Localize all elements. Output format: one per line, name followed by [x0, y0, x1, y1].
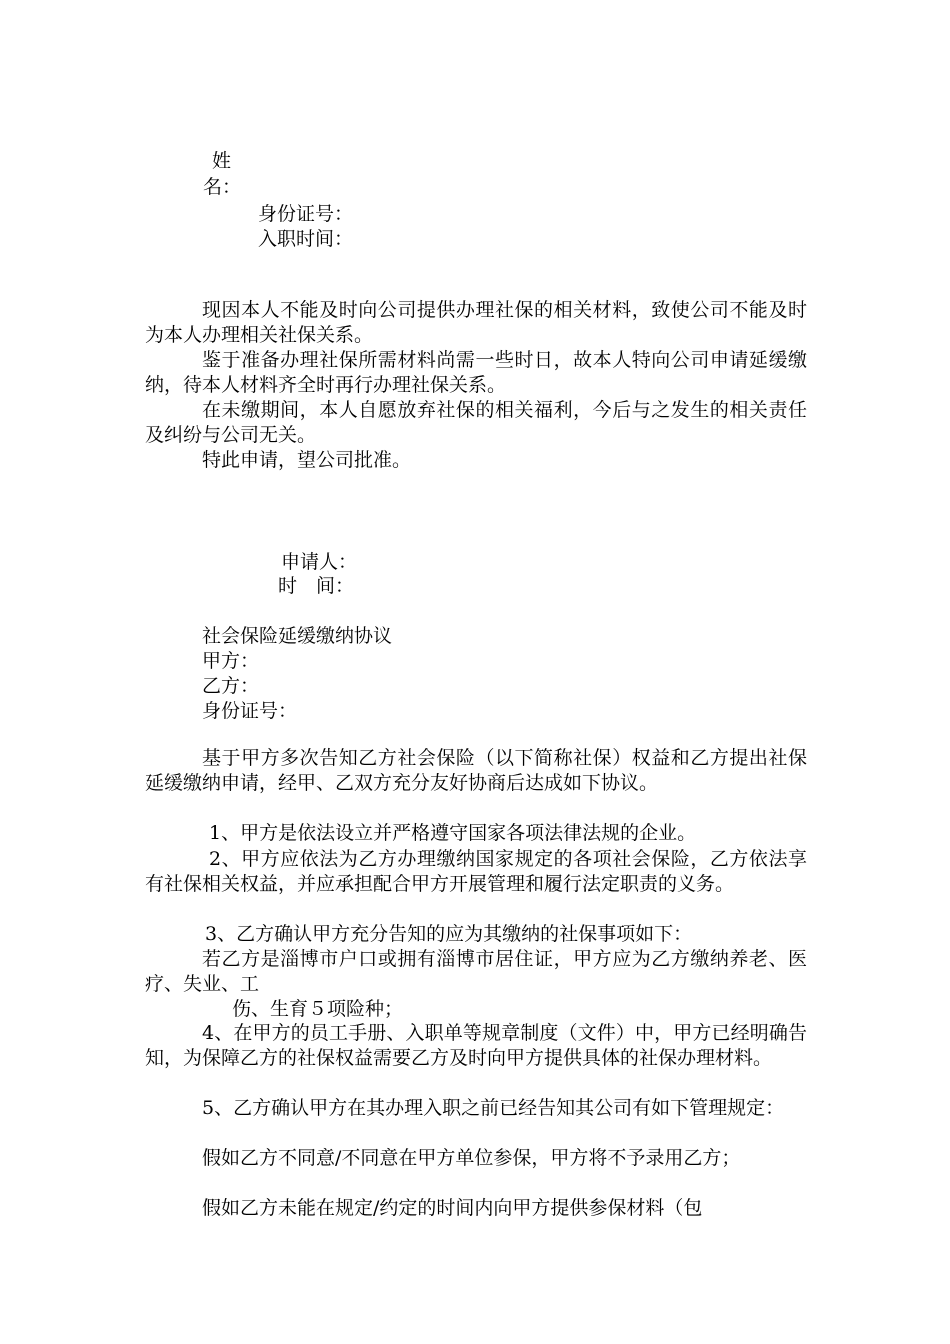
application-paragraph: 现因本人不能及时向公司提供办理社保的相关材料，致使公司不能及时为本人办理相关社保关系。 [145, 299, 807, 346]
agreement-id-number-label: 身份证号： [202, 700, 298, 722]
party-a-label: 甲方： [202, 650, 260, 672]
agreement-clause-4: 4、在甲方的员工手册、入职单等规章制度（文件）中，甲方已经明确告知，为保障乙方的社保权益需要乙方及时向甲方提供具体的社保办理材料。 [145, 1022, 807, 1069]
name-label-part2: 名： [203, 176, 242, 198]
id-number-label: 身份证号： [258, 203, 354, 225]
agreement-clause-5: 5、乙方确认甲方在其办理入职之前已经告知其公司有如下管理规定： [202, 1097, 785, 1119]
party-b-label: 乙方： [202, 675, 260, 697]
name-label-part1: 姓 [212, 150, 232, 172]
agreement-clause-5-rule-a: 假如乙方不同意/不同意在甲方单位参保，甲方将不予录用乙方； [202, 1147, 741, 1169]
agreement-title: 社会保险延缓缴纳协议 [202, 625, 393, 647]
agreement-clause-2: 2、甲方应依法为乙方办理缴纳国家规定的各项社会保险，乙方依法享有社保相关权益，并应承担配合甲方开展管理和履行法定职责的义务。 [145, 848, 807, 895]
agreement-clause-3-detail: 若乙方是淄博市户口或拥有淄博市居住证，甲方应为乙方缴纳养老、医疗、失业、工 [145, 948, 807, 995]
agreement-clause-1: 1、甲方是依法设立并严格遵守国家各项法律法规的企业。 [209, 822, 697, 844]
agreement-clause-5-rule-b: 假如乙方未能在规定/约定的时间内向甲方提供参保材料（包 [202, 1197, 703, 1219]
application-date-label: 时 间： [278, 575, 355, 597]
application-paragraph: 在未缴期间，本人自愿放弃社保的相关福利，今后与之发生的相关责任及纠纷与公司无关。 [145, 399, 807, 446]
application-paragraph: 鉴于准备办理社保所需材料尚需一些时日，故本人特向公司申请延缓缴纳，待本人材料齐全时再行办理社保关系。 [145, 349, 807, 396]
agreement-clause-3-detail-cont: 伤、生育５项险种； [232, 998, 404, 1020]
agreement-clause-3: 3、乙方确认甲方充分告知的应为其缴纳的社保事项如下： [205, 923, 693, 945]
application-closing: 特此申请，望公司批准。 [202, 449, 412, 471]
applicant-label: 申请人： [281, 551, 358, 573]
agreement-intro: 基于甲方多次告知乙方社会保险（以下简称社保）权益和乙方提出社保延缓缴纳申请，经甲、乙双方充分友好协商后达成如下协议。 [145, 747, 807, 794]
entry-date-label: 入职时间： [258, 228, 354, 250]
